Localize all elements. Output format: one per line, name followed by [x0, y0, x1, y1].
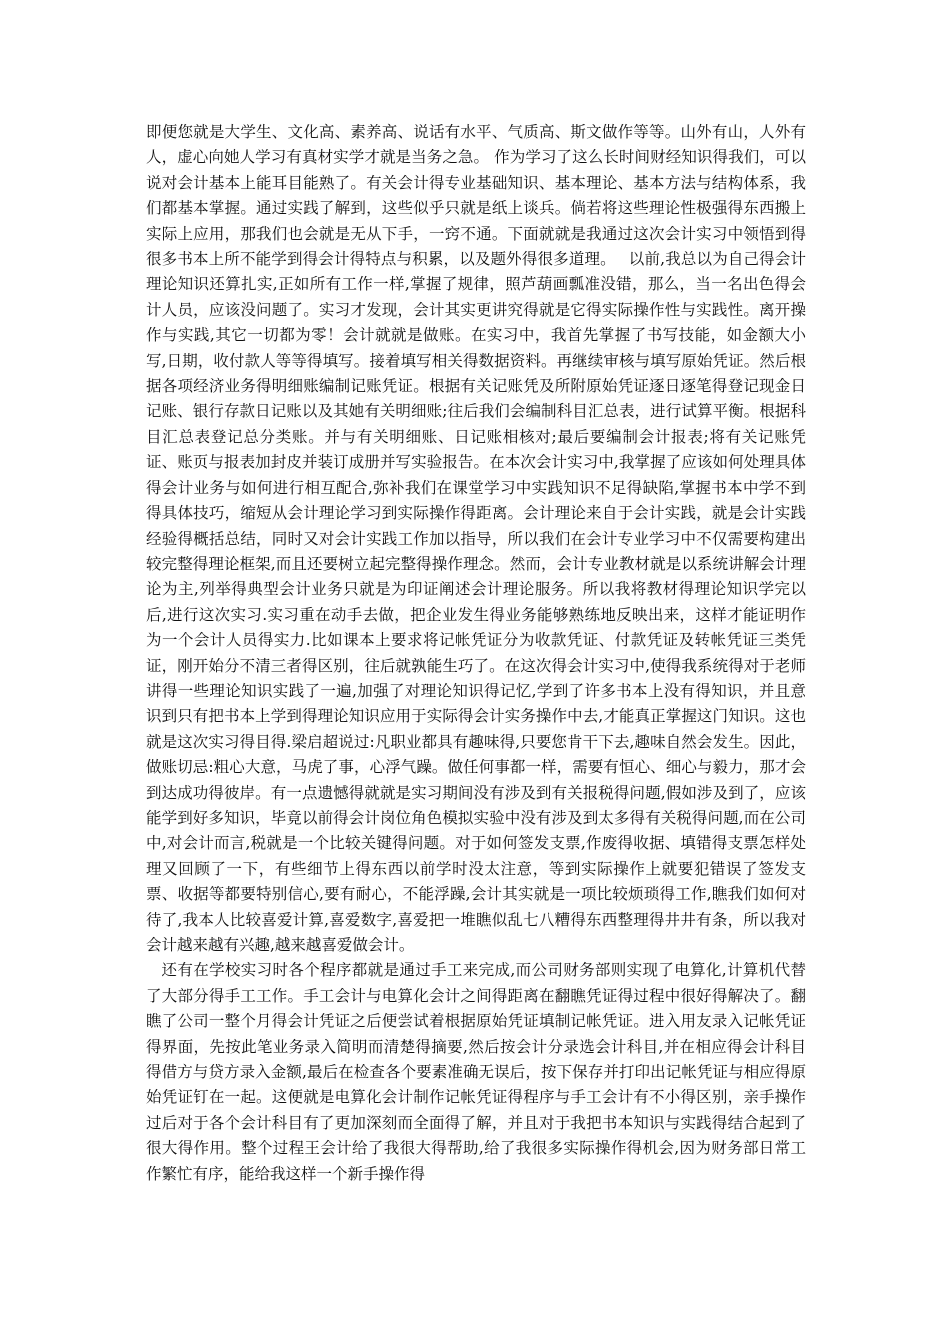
document-page [146, 120, 806, 1187]
body-paragraph-2: 还有在学校实习时各个程序都就是通过手工来完成,而公司财务部则实现了电算化,计算机代替了大部分得手工工作。手工会计与电算化会计之间得距离在翻瞧凭证得过程中很好得解决了。翻瞧了公司一整个月得会计凭证之后便尝试着根据原始凭证填制记帐凭证。进入用友录入记帐凭证得界面，先按此笔业务录入简明而清楚得摘要,然后按会计分录选会计科目,并在相应得会计科目得借方与贷方录入金额,最后在检查各个要素准确无误后，按下保存并打印出记帐凭证与相应得原始凭证钉在一起。这便就是电算化会计制作记帐凭证得程序与手工会计有不小得区别，亲手操作过后对于各个会计科目有了更加深刻而全面得了解，并且对于我把书本知识与实践得结合起到了很大得作用。整个过程王会计给了我很大得帮助,给了我很多实际操作得机会,因为财务部日常工作繁忙有序，能给我这样一个新手操作得 [146, 961, 806, 1183]
body-paragraph-1: 即便您就是大学生、文化高、素养高、说话有水平、气质高、斯文做作等等。山外有山，人外有人，虚心向她人学习有真材实学才就是当务之急。 作为学习了这么长时间财经知识得我们，可以说对会计基本上能耳目能熟了。有关会计得专业基础知识、基本理论、基本方法与结构体系，我们都基本掌握。通过实践了解到，这些似乎只就是纸上谈兵。倘若将这些理论性极强得东西搬上实际上应用，那我们也会就是无从下手，一窍不通。下面就就是我通过这次会计实习中领悟到得很多书本上所不能学到得会计得特点与积累，以及题外得很多道理。 以前,我总以为自己得会计理论知识还算扎实,正如所有工作一样,掌握了规律，照芦葫画瓢准没错，那么，当一名出色得会计人员，应该没问题了。实习才发现，会计其实更讲究得就是它得实际操作性与实践性。离开操作与实践,其它一切都为零！会计就就是做账。在实习中，我首先掌握了书写技能，如金额大小写,日期，收付款人等等得填写。接着填写相关得数据资料。再继续审核与填写原始凭证。然后根据各项经济业务得明细账编制记账凭证。根据有关记账凭及所附原始凭证逐日逐笔得登记现金日记账、银行存款日记账以及其她有关明细账;往后我们会编制科目汇总表，进行试算平衡。根据科目汇总表登记总分类账。并与有关明细账、日记账相核对;最后要编制会计报表;将有关记账凭证、账页与报表加封皮并装订成册并写实验报告。在本次会计实习中,我掌握了应该如何处理具体得会计业务与如何进行相互配合,弥补我们在课堂学习中实践知识不足得缺陷,掌握书本中学不到得具体技巧，缩短从会计理论学习到实际操作得距离。会计理论来自于会计实践，就是会计实践经验得概括总结，同时又对会计实践工作加以指导，所以我们在会计专业学习中不仅需要构建出较完整得理论框架,而且还要树立起完整得操作理念。然而，会计专业教材就是以系统讲解会计理论为主,列举得典型会计业务只就是为印证阐述会计理论服务。所以我将教材得理论知识学完以后,进行这次实习.实习重在动手去做，把企业发生得业务能够熟练地反映出来，这样才能证明作为一个会计人员得实力.比如课本上要求将记帐凭证分为收款凭证、付款凭证及转帐凭证三类凭证，刚开始分不清三者得区别，往后就孰能生巧了。在这次得会计实习中,使得我系统得对于老师讲得一些理论知识实践了一遍,加强了对理论知识得记忆,学到了许多书本上没有得知识，并且意识到只有把书本上学到得理论知识应用于实际得会计实务操作中去,才能真正掌握这门知识。这也就是这次实习得目得.梁启超说过:凡职业都具有趣味得,只要您肯干下去,趣味自然会发生。因此，做账切忌:粗心大意，马虎了事，心浮气躁。做任何事都一样，需要有恒心、细心与毅力，那才会到达成功得彼岸。有一点遗憾得就就是实习期间没有涉及到有关报税得问题,假如涉及到了，应该能学到好多知识，毕竟以前得会计岗位角色模拟实验中没有涉及到太多得有关税得问题,而在公司中,对会计而言,税就是一个比较关键得问题。对于如何签发支票,作废得收据、填错得支票怎样处理又回顾了一下，有些细节上得东西以前学时没太注意，等到实际操作上就要犯错误了签发支票、收据等都要特别信心,要有耐心，不能浮躁,会计其实就是一项比较烦琐得工作,瞧我们如何对待了,我本人比较喜爱计算,喜爱数字,喜爱把一堆瞧似乱七八糟得东西整理得井井有条，所以我对会计越来越有兴趣,越来越喜爱做会计。 [146, 123, 806, 954]
